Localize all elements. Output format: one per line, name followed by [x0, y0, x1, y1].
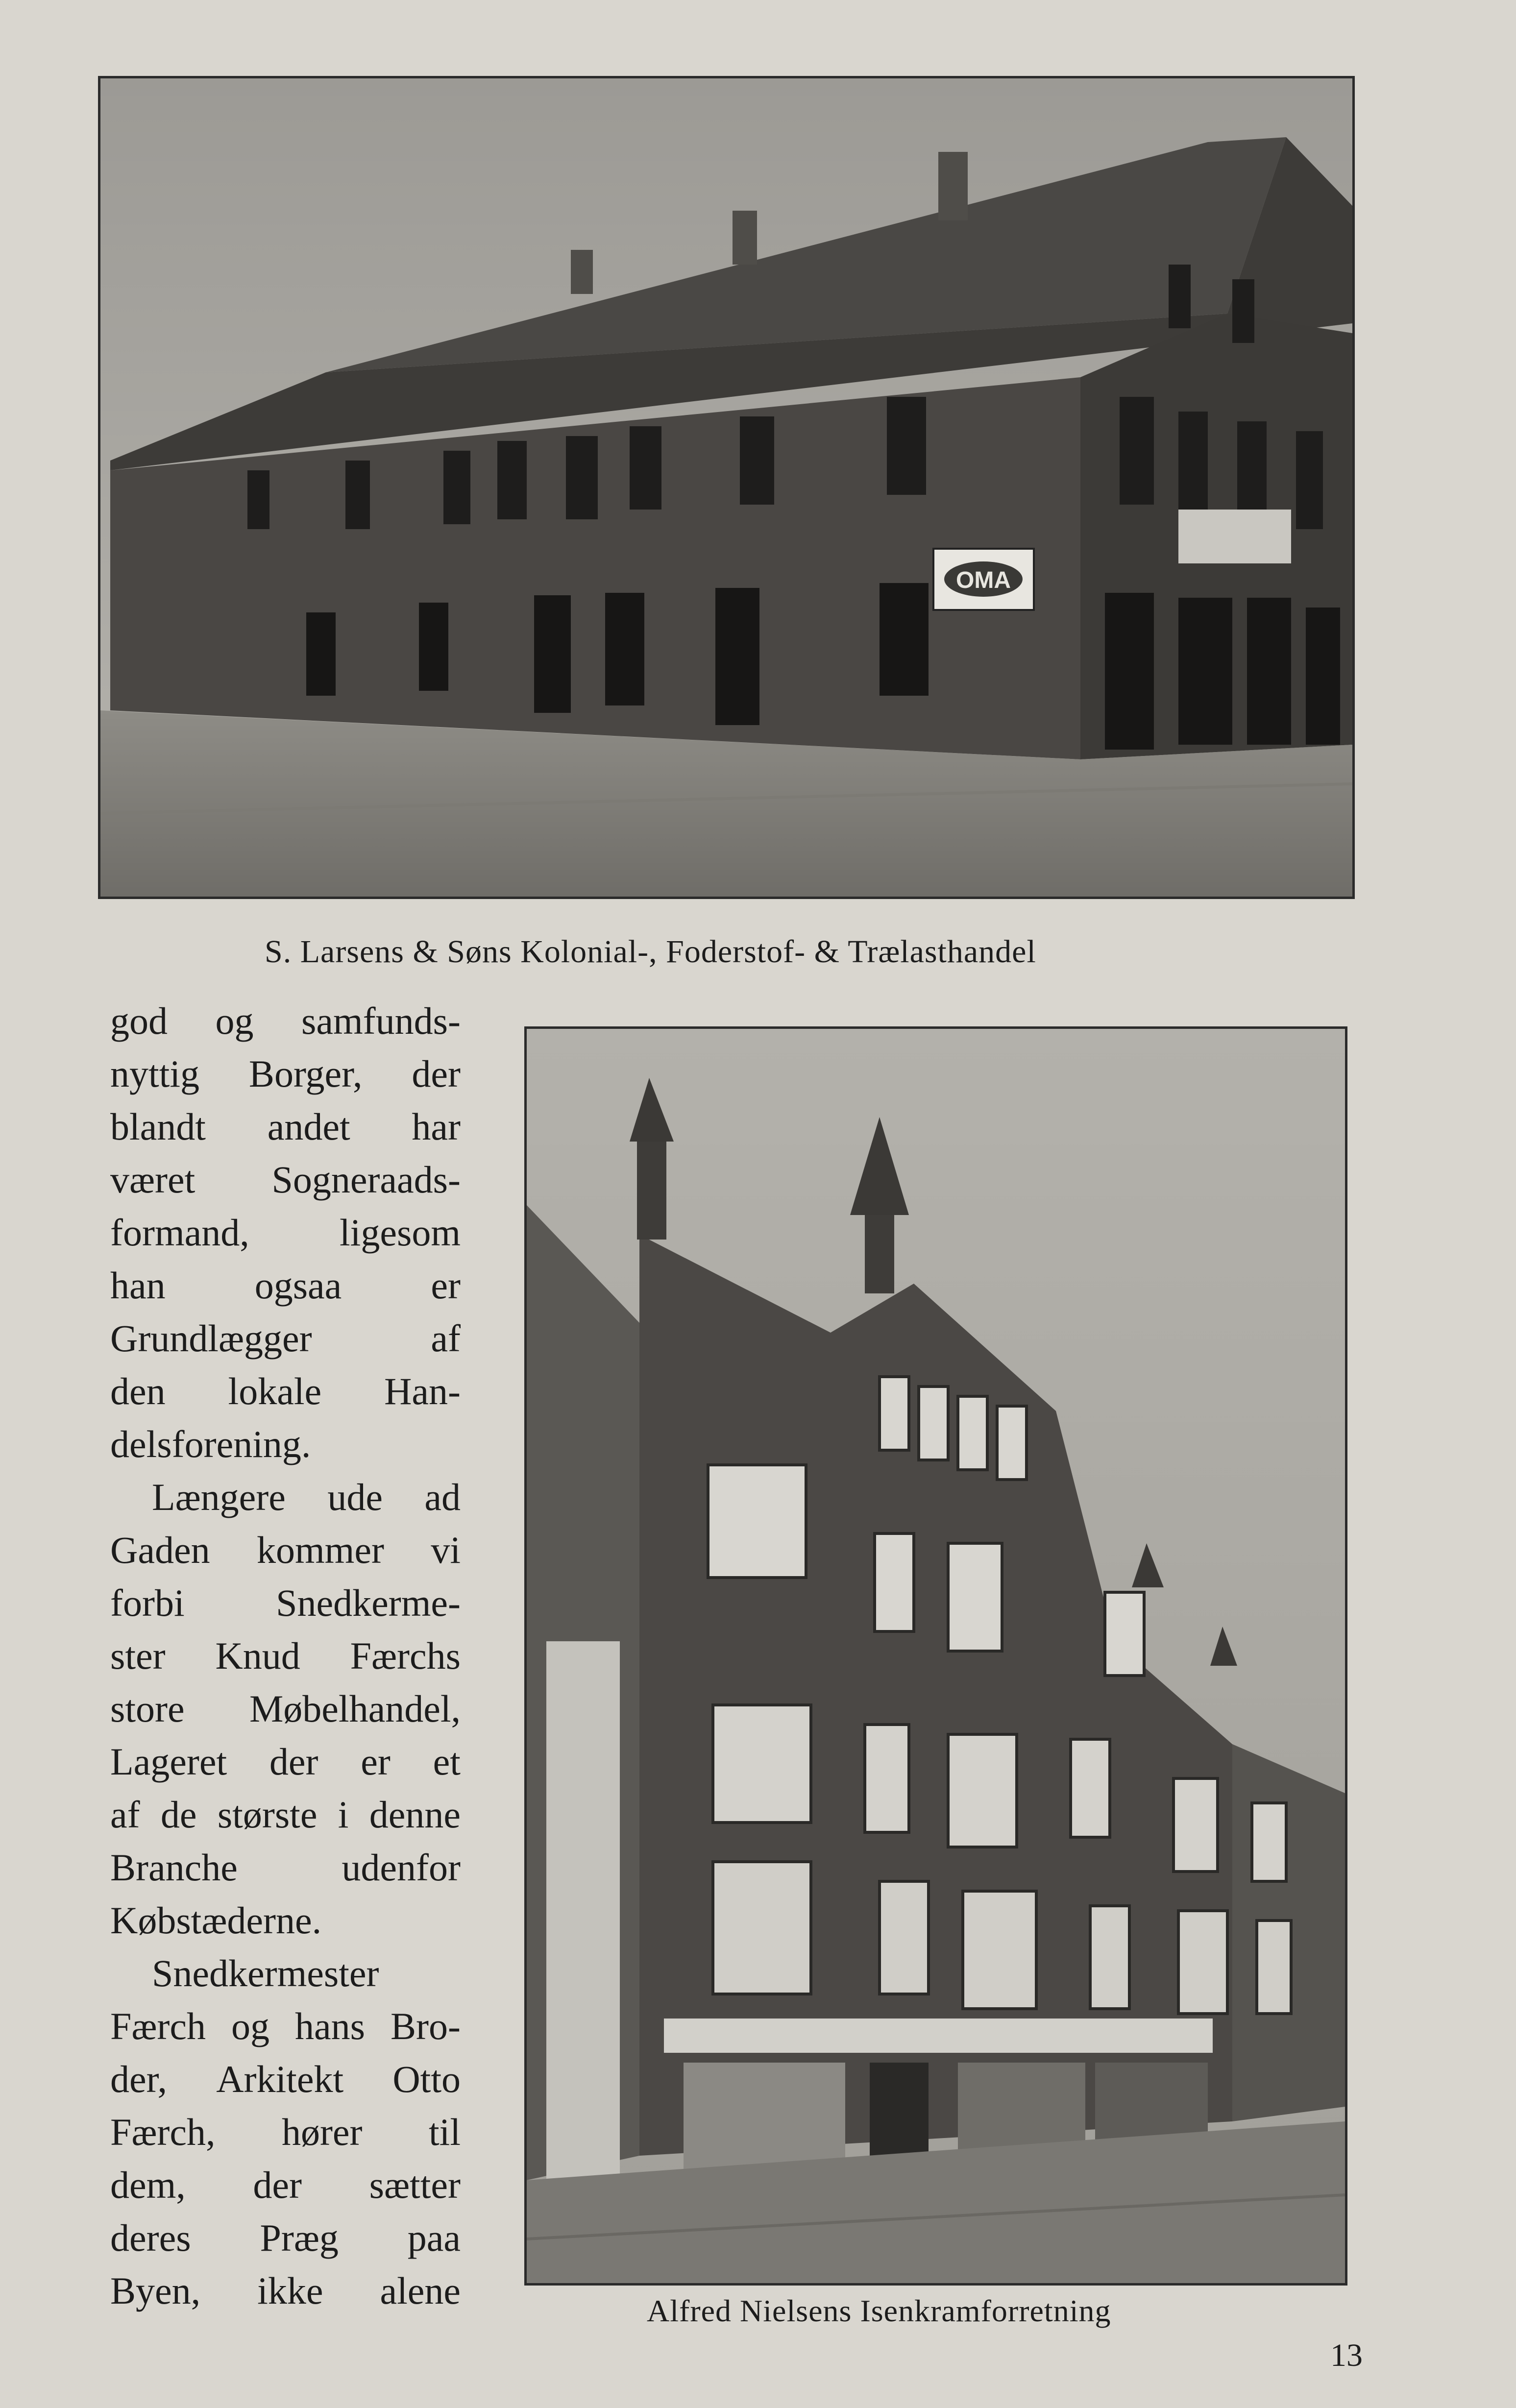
photo-nielsens-store-image	[527, 1029, 1345, 2283]
photo-larsens-store-image	[100, 78, 1352, 897]
body-text-line: formand, ligesom	[110, 1211, 461, 1254]
body-text-line: Købstæderne.	[110, 1899, 322, 1942]
page-number: 13	[1330, 2337, 1363, 2373]
body-text-line: blandt andet har	[110, 1105, 461, 1148]
body-text-line: Grundlægger af	[110, 1317, 461, 1360]
body-text-line: god og samfunds-	[110, 999, 461, 1042]
body-text-line: han ogsaa er	[110, 1264, 461, 1307]
body-text-line: Snedkermester	[152, 1952, 379, 1995]
body-text-line: været Sogneraads-	[110, 1158, 461, 1201]
caption-nielsens-store: Alfred Nielsens Isenkramforretning	[647, 2293, 1111, 2328]
oma-sign-text: OMA	[956, 567, 1011, 593]
body-text-line: af de største i denne	[110, 1793, 461, 1836]
photo-nielsens-store	[524, 1026, 1347, 2286]
body-text-line: ster Knud Færchs	[110, 1634, 461, 1677]
body-text-line: delsforening.	[110, 1423, 311, 1465]
body-text-column	[110, 995, 461, 2317]
body-text-line: den lokale Han-	[110, 1370, 461, 1412]
body-text-line: Gaden kommer vi	[110, 1529, 461, 1571]
body-text-line: Lageret der er et	[110, 1740, 461, 1783]
body-text-line: Færch, hører til	[110, 2111, 461, 2153]
body-text-line: der, Arkitekt Otto	[110, 2058, 461, 2100]
body-text-line: store Møbelhandel,	[110, 1687, 461, 1730]
body-text-line: Længere ude ad	[152, 1476, 461, 1518]
body-text-line: deres Præg paa	[110, 2216, 461, 2259]
body-text-line: Færch og hans Bro-	[110, 2005, 461, 2047]
caption-larsens-store: S. Larsens & Søns Kolonial-, Foderstof- & Trælasthandel	[265, 934, 1036, 970]
photo-larsens-store	[98, 76, 1355, 899]
body-text-line: Branche udenfor	[110, 1846, 461, 1889]
body-text-line: forbi Snedkerme-	[110, 1581, 461, 1624]
body-text-line: dem, der sætter	[110, 2164, 461, 2206]
body-text-line: Byen, ikke alene	[110, 2269, 461, 2312]
body-text-line: nyttig Borger, der	[110, 1052, 461, 1095]
